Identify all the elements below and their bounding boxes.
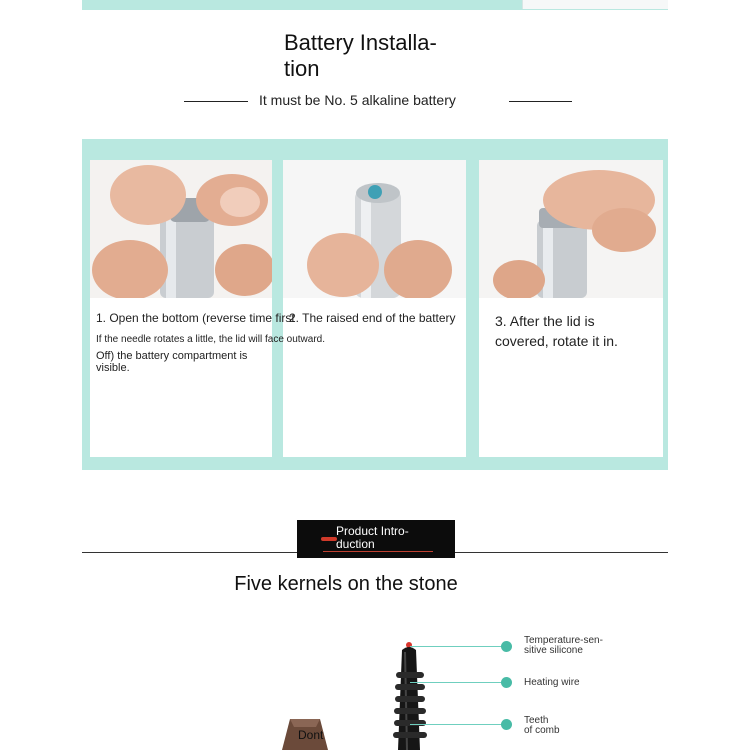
top-band-inner	[522, 0, 668, 9]
callout-teeth-line-1: Teeth	[524, 715, 549, 726]
top-band	[82, 0, 668, 10]
callout-line-heating-wire	[410, 682, 506, 683]
callout-silicone-line-2: sitive silicone	[524, 645, 583, 656]
badge-line-2: duction	[336, 537, 375, 551]
step-3-text: 3. After the lid is covered, rotate it in.	[495, 313, 618, 349]
step-1-photo	[90, 160, 272, 298]
product-intro-badge	[297, 520, 455, 558]
callout-line-silicone	[410, 646, 506, 647]
step-card-2	[283, 160, 466, 457]
subtitle-rule-right	[509, 101, 572, 102]
step-1-text-line-1: 1. Open the bottom (reverse time first	[96, 311, 295, 325]
heated-comb-device-image	[380, 632, 440, 750]
battery-subtitle: It must be No. 5 alkaline battery	[259, 92, 456, 108]
heated-comb-device-graphic	[380, 632, 440, 750]
product-title: Five kernels on the stone	[234, 573, 458, 595]
step-card-1	[90, 160, 272, 457]
step-1-text-line-3: Off) the battery compartment is visible.	[96, 350, 248, 374]
hand-rotating-lid-image	[479, 160, 663, 298]
title-line-2: tion	[284, 56, 320, 81]
step-1-text-line-2: If the needle rotates a little, the lid will face outward.	[96, 334, 326, 345]
callout-silicone-line-1: Temperature-sen-	[524, 635, 603, 646]
callout-dot-silicone	[501, 641, 512, 652]
battery-installation-title	[284, 30, 454, 82]
hand-opening-battery-cap-image	[90, 160, 272, 298]
step-card-3	[479, 160, 663, 457]
hand-holding-battery-end-image	[283, 160, 466, 298]
title-line-1: Battery Installa-	[284, 30, 437, 55]
step-2-photo	[283, 160, 466, 298]
callout-dot-comb-teeth	[501, 719, 512, 730]
accessory-label: Dont	[298, 728, 324, 742]
badge-accent-mark	[321, 537, 337, 541]
badge-underline	[323, 551, 433, 552]
callout-label-silicone	[524, 636, 624, 656]
badge-line-1: Product Intro-	[336, 524, 409, 538]
callout-label-comb-teeth	[524, 716, 624, 736]
callout-label-heating-wire: Heating wire	[524, 677, 580, 688]
step-2-text: 2. The raised end of the battery	[289, 311, 456, 325]
callout-line-comb-teeth	[410, 724, 506, 725]
callout-teeth-line-2: of comb	[524, 725, 560, 736]
subtitle-rule-left	[184, 101, 248, 102]
subtitle-row	[184, 92, 572, 110]
steps-panel	[82, 139, 668, 470]
callout-dot-heating-wire	[501, 677, 512, 688]
step-3-photo	[479, 160, 663, 298]
badge-text	[336, 525, 436, 551]
